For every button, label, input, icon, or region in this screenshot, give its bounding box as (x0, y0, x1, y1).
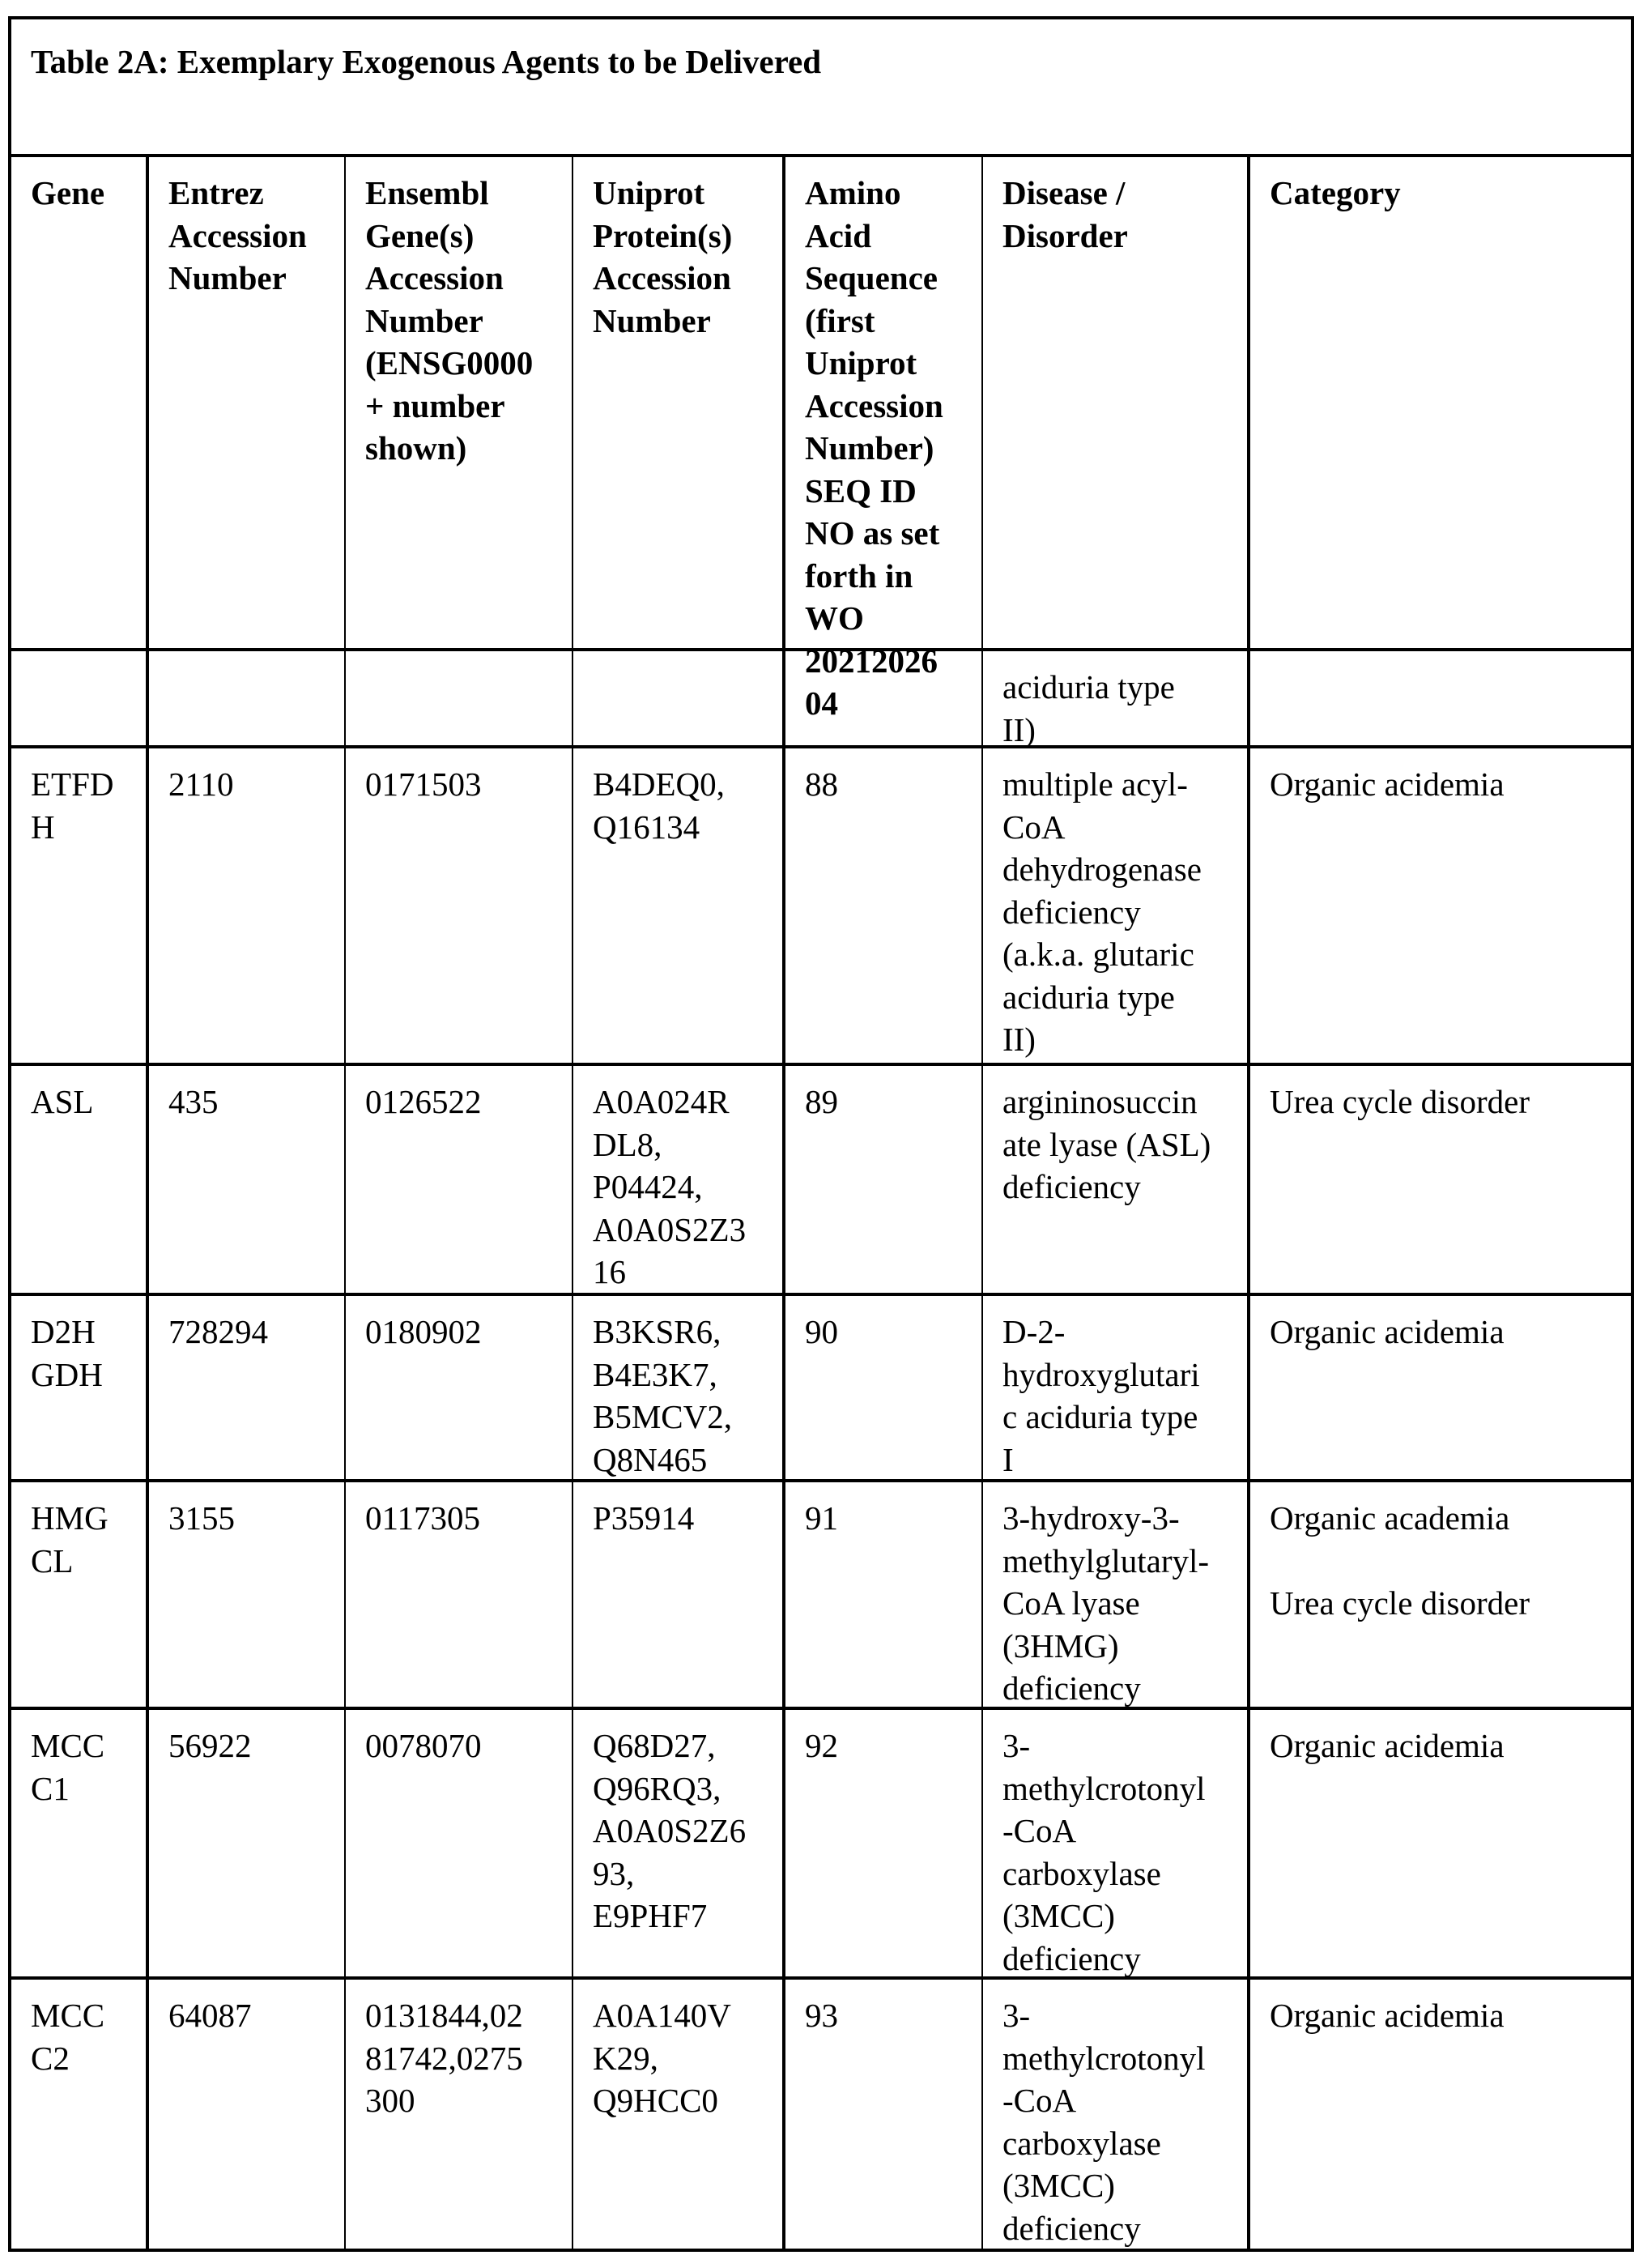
disease-cell (983, 1710, 1250, 1976)
cell-text-line: 93 (805, 1997, 838, 2034)
category-cell (1250, 1482, 1631, 1707)
cell-text-line: carboxylase (1002, 1854, 1161, 1892)
cell-text-line: CL (31, 1541, 74, 1580)
cell-text-line: -CoA (1002, 1812, 1077, 1849)
header-entrez (149, 157, 346, 648)
cell-text-line (593, 666, 763, 709)
category-cell (1250, 1296, 1631, 1479)
cell-text-line: Accession (593, 259, 731, 296)
entrez-cell (149, 651, 346, 745)
table-row (11, 1482, 1631, 1710)
uniprot-cell (573, 651, 785, 745)
cell-text-line: WO (805, 599, 864, 637)
cell-text-line: 728294 (168, 1313, 268, 1350)
header-uniprot (573, 157, 785, 648)
cell-text-line: Number) (805, 429, 934, 467)
disease-cell (983, 1980, 1250, 2249)
cell-text-line (805, 666, 962, 709)
category-cell (1250, 651, 1631, 745)
uniprot-cell (573, 1296, 785, 1479)
cell-text-line: 300 (365, 2082, 415, 2119)
gene-cell (11, 1980, 149, 2249)
cell-text-line: Gene(s) (365, 216, 475, 254)
cell-text-line: Disorder (1002, 216, 1128, 254)
table-row (11, 748, 1631, 1066)
cell-text-line: NO as set (805, 514, 940, 552)
cell-text-line: + number (365, 386, 505, 424)
cell-text-line: -CoA (1002, 2082, 1077, 2119)
uniprot-cell (573, 1066, 785, 1293)
cell-text-line: GDH (31, 1355, 103, 1393)
cell-text-line: 0180902 (365, 1313, 482, 1350)
cell-text-line: deficiency (1002, 2209, 1141, 2247)
seq-id-cell (785, 1482, 983, 1707)
category-cell (1250, 748, 1631, 1063)
cell-text-line: 0131844,02 (365, 1997, 523, 2034)
table-row (11, 1710, 1631, 1980)
entrez-cell (149, 1980, 346, 2249)
cell-text-line: Ensembl (365, 174, 489, 211)
cell-text-line: 90 (805, 1313, 838, 1350)
cell-text-line: P04424, (593, 1168, 703, 1205)
cell-text-line: (a.k.a. glutaric (1002, 936, 1194, 973)
cell-text-line: Amino (805, 174, 901, 211)
cell-text-line: Organic acidemia (1270, 765, 1505, 803)
cell-text-line: 0126522 (365, 1083, 482, 1120)
seq-id-cell (785, 1710, 983, 1976)
cell-text-line: aciduria type (1002, 668, 1175, 706)
cell-text-line: 0171503 (365, 765, 482, 803)
entrez-cell (149, 1482, 346, 1707)
table-row (11, 651, 1631, 748)
ensembl-cell (346, 1066, 573, 1293)
cell-text-line: 64087 (168, 1997, 252, 2034)
cell-text-line: DL8, (593, 1125, 662, 1163)
entrez-cell (149, 748, 346, 1063)
entrez-cell (149, 1066, 346, 1293)
gene-cell (11, 1482, 149, 1707)
uniprot-cell (573, 748, 785, 1063)
cell-text-line: 93, (593, 1854, 635, 1892)
cell-text-line: A0A0S2Z3 (593, 1210, 747, 1248)
cell-text-line: II) (1002, 1021, 1036, 1058)
cell-text-line: Number (365, 301, 483, 339)
cell-text-line: methylglutaryl- (1002, 1541, 1210, 1580)
cell-text-line: forth in (805, 556, 913, 595)
cell-text-line: argininosuccin (1002, 1083, 1198, 1120)
cell-text-line: 04 (805, 684, 838, 722)
cell-text-line: 88 (805, 765, 838, 803)
cell-text-line: B5MCV2, (593, 1398, 733, 1435)
cell-text-line: Accession (365, 259, 504, 296)
table-row (11, 1980, 1631, 2249)
cell-text-line: methylcrotonyl (1002, 2039, 1206, 2077)
cell-text-line: dehydrogenase (1002, 850, 1202, 888)
cell-text-line: Category (1270, 174, 1401, 211)
cell-text-line: 2110 (168, 765, 234, 803)
cell-text-line: deficiency (1002, 1939, 1141, 1977)
cell-text-line (1270, 666, 1611, 709)
cell-text-line: Organic academia (1270, 1499, 1510, 1537)
cell-text-line: B4E3K7, (593, 1355, 717, 1393)
cell-text-line: 0078070 (365, 1727, 482, 1764)
cell-text-line: Uniprot (805, 344, 917, 382)
seq-id-cell (785, 651, 983, 745)
cell-text-line: Q16134 (593, 808, 700, 846)
disease-cell (983, 1296, 1250, 1479)
header-ensembl (346, 157, 573, 648)
cell-text-line: (3MCC) (1002, 2167, 1115, 2204)
header-category (1250, 157, 1631, 648)
cell-text-line: 91 (805, 1499, 838, 1537)
cell-text-line: II) (1002, 710, 1036, 748)
cell-text-line: Number (593, 301, 711, 339)
cell-text-line: Q68D27, (593, 1727, 716, 1764)
cell-text-line: CoA lyase (1002, 1584, 1140, 1622)
cell-text-line: 3- (1002, 1727, 1031, 1764)
disease-cell (983, 748, 1250, 1063)
cell-text-line: ate lyase (ASL) (1002, 1125, 1211, 1163)
cell-text-line: (3HMG) (1002, 1626, 1119, 1665)
cell-text-line: 3155 (168, 1499, 235, 1537)
ensembl-cell (346, 1710, 573, 1976)
uniprot-cell (573, 1482, 785, 1707)
cell-text-line: ETFD (31, 765, 114, 803)
cell-text-line: (ENSG0000 (365, 344, 534, 382)
cell-text-line: Urea cycle disorder (1270, 1083, 1530, 1120)
cell-text-line: SEQ ID (805, 471, 917, 509)
cell-text-line: Acid (805, 216, 871, 254)
cell-text-line: 56922 (168, 1727, 252, 1764)
cell-text-line: Protein(s) (593, 216, 733, 254)
ensembl-cell (346, 1296, 573, 1479)
cell-text-line: aciduria type (1002, 978, 1175, 1016)
cell-text-line: methylcrotonyl (1002, 1769, 1206, 1807)
gene-cell (11, 651, 149, 745)
cell-text-line: I (1002, 1440, 1014, 1478)
cell-text-line: 3- (1002, 1997, 1031, 2034)
cell-text-line: Organic acidemia (1270, 1997, 1505, 2034)
cell-text-line: ASL (31, 1083, 94, 1120)
seq-id-cell (785, 1066, 983, 1293)
header-disease (983, 157, 1250, 648)
cell-text-line: Entrez (168, 174, 264, 211)
header-gene (11, 157, 149, 648)
cell-text-line: Organic acidemia (1270, 1727, 1505, 1764)
cell-text-line: 92 (805, 1727, 838, 1764)
cell-text-line: shown) (365, 429, 467, 467)
cell-text-line: Number (168, 259, 287, 296)
cell-text-line: A0A024R (593, 1083, 730, 1120)
cell-text-line: 81742,0275 (365, 2039, 523, 2077)
exogenous-agents-table (8, 16, 1634, 2252)
cell-text-line: 3-hydroxy-3- (1002, 1499, 1180, 1537)
cell-text-line: D2H (31, 1313, 96, 1350)
entrez-cell (149, 1296, 346, 1479)
cell-text-line: A0A0S2Z6 (593, 1812, 747, 1849)
cell-text-line: E9PHF7 (593, 1897, 708, 1934)
cell-text-line: B3KSR6, (593, 1313, 721, 1350)
cell-text-line: Accession (805, 386, 943, 424)
cell-text-line (31, 666, 126, 709)
cell-text-line: MCC (31, 1997, 105, 2034)
ensembl-cell (346, 1482, 573, 1707)
category-cell (1250, 1980, 1631, 2249)
gene-cell (11, 1710, 149, 1976)
uniprot-cell (573, 1710, 785, 1976)
cell-text-line: MCC (31, 1727, 105, 1764)
entrez-cell (149, 1710, 346, 1976)
gene-cell (11, 1066, 149, 1293)
cell-text-line: Accession (168, 216, 307, 254)
cell-text-line: deficiency (1002, 893, 1141, 931)
cell-text-line: K29, (593, 2039, 658, 2077)
cell-text-line: deficiency (1002, 1168, 1141, 1205)
cell-text-line: D-2- (1002, 1313, 1066, 1350)
cell-text-line: 0117305 (365, 1499, 480, 1537)
table-title: Table 2A: Exemplary Exogenous Agents to be Delivered (11, 19, 1631, 157)
header-seq-id (785, 157, 983, 722)
cell-text-line: Urea cycle disorder (1270, 1584, 1530, 1622)
cell-text-line: A0A140V (593, 1997, 731, 2034)
category-cell (1250, 1710, 1631, 1976)
cell-text-line: C1 (31, 1769, 70, 1807)
cell-text-line: (3MCC) (1002, 1897, 1115, 1934)
cell-text-line: 89 (805, 1083, 838, 1120)
gene-cell (11, 1296, 149, 1479)
seq-id-cell (785, 1980, 983, 2249)
cell-text-line: 435 (168, 1083, 219, 1120)
uniprot-cell (573, 1980, 785, 2249)
ensembl-cell (346, 1980, 573, 2249)
cell-text-line (168, 666, 325, 709)
cell-text-line: Uniprot (593, 174, 705, 211)
seq-id-cell (785, 748, 983, 1063)
cell-text-line (1270, 1540, 1611, 1583)
cell-text-line: P35914 (593, 1499, 695, 1537)
ensembl-cell (346, 651, 573, 745)
cell-text-line: 16 (593, 1253, 626, 1290)
cell-text-line: 20212026 (805, 642, 938, 680)
cell-text-line: deficiency (1002, 1669, 1141, 1707)
gene-cell (11, 748, 149, 1063)
cell-text-line: Q8N465 (593, 1440, 708, 1478)
cell-text-line: CoA (1002, 808, 1066, 846)
cell-text-line: Disease / (1002, 174, 1126, 211)
disease-cell (983, 1066, 1250, 1293)
disease-cell (983, 651, 1250, 748)
cell-text-line: hydroxyglutari (1002, 1355, 1200, 1393)
table-body (11, 651, 1631, 2249)
cell-text-line: (first (805, 301, 875, 339)
cell-text-line: C2 (31, 2039, 70, 2077)
cell-text-line: Q96RQ3, (593, 1769, 721, 1807)
cell-text-line: multiple acyl- (1002, 765, 1188, 803)
cell-text-line: Gene (31, 174, 105, 211)
cell-text-line: B4DEQ0, (593, 765, 725, 803)
cell-text-line: Q9HCC0 (593, 2082, 718, 2119)
cell-text-line: Organic acidemia (1270, 1313, 1505, 1350)
category-cell (1250, 1066, 1631, 1293)
cell-text-line: Sequence (805, 259, 938, 296)
ensembl-cell (346, 748, 573, 1063)
cell-text-line (365, 666, 552, 709)
cell-text-line: HMG (31, 1499, 109, 1537)
cell-text-line: H (31, 808, 55, 846)
cell-text-line: carboxylase (1002, 2124, 1161, 2162)
disease-cell (983, 1482, 1250, 1707)
seq-id-cell (785, 1296, 983, 1479)
cell-text-line: c aciduria type (1002, 1398, 1198, 1435)
table-row (11, 1066, 1631, 1296)
table-row (11, 1296, 1631, 1482)
